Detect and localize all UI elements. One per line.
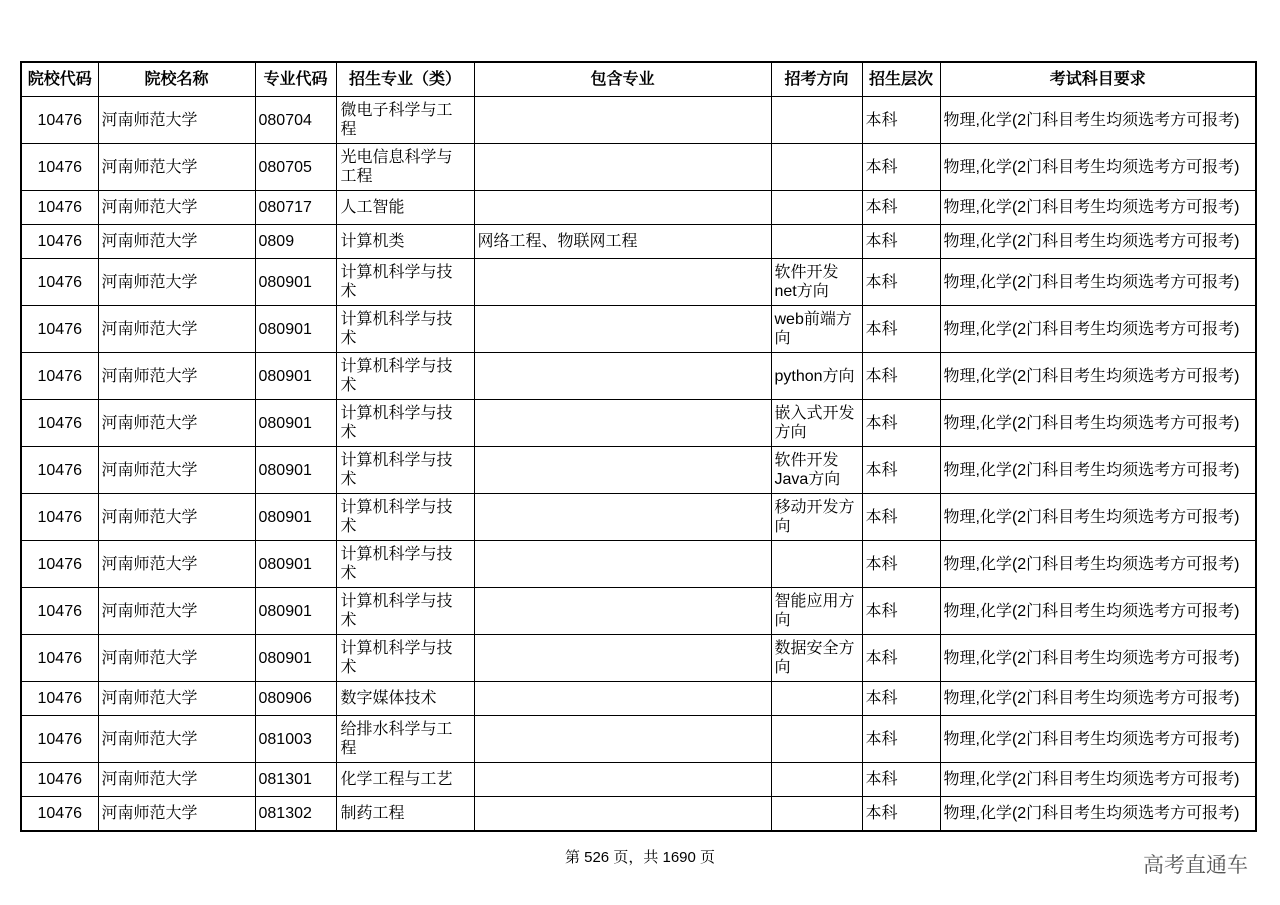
exam-requirement-cell: 物理,化学(2门科目考生均须选考方可报考): [940, 259, 1256, 306]
exam-requirement-cell: 物理,化学(2门科目考生均须选考方可报考): [940, 494, 1256, 541]
major-code-cell: 080901: [255, 635, 336, 682]
level-cell: 本科: [862, 306, 940, 353]
major-name-cell: 计算机科学与技术: [336, 447, 474, 494]
school-code-cell: 10476: [21, 97, 98, 144]
school-code-cell: 10476: [21, 716, 98, 763]
school-code-cell: 10476: [21, 259, 98, 306]
header-school-code: 院校代码: [21, 62, 98, 97]
header-included-majors: 包含专业: [474, 62, 771, 97]
school-name-cell: 河南师范大学: [98, 716, 255, 763]
table-row: [21, 716, 1256, 763]
included-majors-cell: [474, 797, 771, 832]
exam-requirement-cell: 物理,化学(2门科目考生均须选考方可报考): [940, 797, 1256, 832]
school-name-cell: 河南师范大学: [98, 225, 255, 259]
exam-requirement-cell: 物理,化学(2门科目考生均须选考方可报考): [940, 763, 1256, 797]
table-row: [21, 400, 1256, 447]
table-row: [21, 763, 1256, 797]
school-name-cell: 河南师范大学: [98, 353, 255, 400]
school-name-cell: 河南师范大学: [98, 797, 255, 832]
direction-cell: web前端方向: [771, 306, 862, 353]
level-cell: 本科: [862, 225, 940, 259]
direction-cell: [771, 191, 862, 225]
level-cell: 本科: [862, 682, 940, 716]
school-name-cell: 河南师范大学: [98, 144, 255, 191]
included-majors-cell: [474, 400, 771, 447]
direction-cell: 软件开发Java方向: [771, 447, 862, 494]
included-majors-cell: [474, 447, 771, 494]
major-name-cell: 计算机科学与技术: [336, 400, 474, 447]
level-cell: 本科: [862, 716, 940, 763]
direction-cell: 嵌入式开发方向: [771, 400, 862, 447]
major-name-cell: 计算机科学与技术: [336, 494, 474, 541]
school-name-cell: 河南师范大学: [98, 541, 255, 588]
school-code-cell: 10476: [21, 306, 98, 353]
level-cell: 本科: [862, 144, 940, 191]
school-name-cell: 河南师范大学: [98, 682, 255, 716]
header-level: 招生层次: [862, 62, 940, 97]
direction-cell: [771, 541, 862, 588]
major-code-cell: 080901: [255, 494, 336, 541]
school-name-cell: 河南师范大学: [98, 635, 255, 682]
school-name-cell: 河南师范大学: [98, 306, 255, 353]
school-code-cell: 10476: [21, 541, 98, 588]
table-row: [21, 191, 1256, 225]
exam-requirement-cell: 物理,化学(2门科目考生均须选考方可报考): [940, 400, 1256, 447]
table-header-row: [21, 62, 1256, 97]
major-code-cell: 081003: [255, 716, 336, 763]
level-cell: 本科: [862, 400, 940, 447]
major-name-cell: 光电信息科学与工程: [336, 144, 474, 191]
included-majors-cell: [474, 494, 771, 541]
major-name-cell: 计算机科学与技术: [336, 306, 474, 353]
table-row: [21, 353, 1256, 400]
level-cell: 本科: [862, 259, 940, 306]
table-body: [21, 97, 1256, 832]
major-code-cell: 081302: [255, 797, 336, 832]
major-name-cell: 计算机类: [336, 225, 474, 259]
table-row: [21, 144, 1256, 191]
direction-cell: 数据安全方向: [771, 635, 862, 682]
included-majors-cell: [474, 97, 771, 144]
school-code-cell: 10476: [21, 225, 98, 259]
exam-requirement-cell: 物理,化学(2门科目考生均须选考方可报考): [940, 716, 1256, 763]
school-code-cell: 10476: [21, 682, 98, 716]
admission-table: [20, 61, 1257, 832]
exam-requirement-cell: 物理,化学(2门科目考生均须选考方可报考): [940, 353, 1256, 400]
exam-requirement-cell: 物理,化学(2门科目考生均须选考方可报考): [940, 191, 1256, 225]
direction-cell: [771, 716, 862, 763]
header-major-code: 专业代码: [255, 62, 336, 97]
page-number-footer: 第 526 页，共 1690 页: [564, 849, 716, 866]
major-name-cell: 计算机科学与技术: [336, 259, 474, 306]
table-row: [21, 306, 1256, 353]
major-code-cell: 080901: [255, 306, 336, 353]
included-majors-cell: [474, 306, 771, 353]
table-row: [21, 259, 1256, 306]
major-code-cell: 080717: [255, 191, 336, 225]
major-name-cell: 计算机科学与技术: [336, 635, 474, 682]
table-row: [21, 682, 1256, 716]
level-cell: 本科: [862, 97, 940, 144]
major-name-cell: 制药工程: [336, 797, 474, 832]
table-row: [21, 797, 1256, 832]
watermark-text: 高考直通车: [1143, 854, 1248, 877]
direction-cell: [771, 763, 862, 797]
school-name-cell: 河南师范大学: [98, 447, 255, 494]
major-name-cell: 人工智能: [336, 191, 474, 225]
exam-requirement-cell: 物理,化学(2门科目考生均须选考方可报考): [940, 635, 1256, 682]
table-row: [21, 225, 1256, 259]
school-code-cell: 10476: [21, 191, 98, 225]
major-name-cell: 微电子科学与工程: [336, 97, 474, 144]
table-row: [21, 447, 1256, 494]
level-cell: 本科: [862, 541, 940, 588]
school-code-cell: 10476: [21, 763, 98, 797]
major-name-cell: 给排水科学与工程: [336, 716, 474, 763]
direction-cell: 软件开发net方向: [771, 259, 862, 306]
major-code-cell: 080901: [255, 588, 336, 635]
major-code-cell: 080906: [255, 682, 336, 716]
included-majors-cell: [474, 541, 771, 588]
school-code-cell: 10476: [21, 400, 98, 447]
major-code-cell: 080901: [255, 447, 336, 494]
major-code-cell: 0809: [255, 225, 336, 259]
included-majors-cell: [474, 191, 771, 225]
major-code-cell: 080901: [255, 400, 336, 447]
direction-cell: 移动开发方向: [771, 494, 862, 541]
exam-requirement-cell: 物理,化学(2门科目考生均须选考方可报考): [940, 225, 1256, 259]
level-cell: 本科: [862, 447, 940, 494]
direction-cell: [771, 97, 862, 144]
school-name-cell: 河南师范大学: [98, 588, 255, 635]
school-name-cell: 河南师范大学: [98, 97, 255, 144]
major-code-cell: 080705: [255, 144, 336, 191]
included-majors-cell: [474, 763, 771, 797]
included-majors-cell: [474, 353, 771, 400]
school-name-cell: 河南师范大学: [98, 191, 255, 225]
major-code-cell: 080704: [255, 97, 336, 144]
included-majors-cell: [474, 259, 771, 306]
table-row: [21, 97, 1256, 144]
direction-cell: [771, 797, 862, 832]
major-code-cell: 080901: [255, 259, 336, 306]
exam-requirement-cell: 物理,化学(2门科目考生均须选考方可报考): [940, 682, 1256, 716]
header-direction: 招考方向: [771, 62, 862, 97]
exam-requirement-cell: 物理,化学(2门科目考生均须选考方可报考): [940, 306, 1256, 353]
included-majors-cell: [474, 716, 771, 763]
table-row: [21, 541, 1256, 588]
major-name-cell: 数字媒体技术: [336, 682, 474, 716]
header-school-name: 院校名称: [98, 62, 255, 97]
direction-cell: python方向: [771, 353, 862, 400]
header-major: 招生专业（类）: [336, 62, 474, 97]
major-code-cell: 080901: [255, 541, 336, 588]
included-majors-cell: [474, 635, 771, 682]
school-name-cell: 河南师范大学: [98, 763, 255, 797]
table-row: [21, 494, 1256, 541]
level-cell: 本科: [862, 353, 940, 400]
exam-requirement-cell: 物理,化学(2门科目考生均须选考方可报考): [940, 144, 1256, 191]
major-code-cell: 080901: [255, 353, 336, 400]
direction-cell: [771, 144, 862, 191]
school-code-cell: 10476: [21, 144, 98, 191]
major-name-cell: 计算机科学与技术: [336, 588, 474, 635]
included-majors-cell: [474, 144, 771, 191]
school-code-cell: 10476: [21, 494, 98, 541]
major-name-cell: 化学工程与工艺: [336, 763, 474, 797]
exam-requirement-cell: 物理,化学(2门科目考生均须选考方可报考): [940, 588, 1256, 635]
exam-requirement-cell: 物理,化学(2门科目考生均须选考方可报考): [940, 447, 1256, 494]
school-code-cell: 10476: [21, 353, 98, 400]
level-cell: 本科: [862, 191, 940, 225]
level-cell: 本科: [862, 797, 940, 832]
direction-cell: [771, 225, 862, 259]
direction-cell: [771, 682, 862, 716]
level-cell: 本科: [862, 635, 940, 682]
level-cell: 本科: [862, 588, 940, 635]
major-name-cell: 计算机科学与技术: [336, 541, 474, 588]
included-majors-cell: [474, 588, 771, 635]
school-name-cell: 河南师范大学: [98, 494, 255, 541]
school-code-cell: 10476: [21, 635, 98, 682]
exam-requirement-cell: 物理,化学(2门科目考生均须选考方可报考): [940, 97, 1256, 144]
level-cell: 本科: [862, 494, 940, 541]
included-majors-cell: 网络工程、物联网工程: [474, 225, 771, 259]
included-majors-cell: [474, 682, 771, 716]
header-exam-requirement: 考试科目要求: [940, 62, 1256, 97]
major-code-cell: 081301: [255, 763, 336, 797]
major-name-cell: 计算机科学与技术: [336, 353, 474, 400]
school-code-cell: 10476: [21, 797, 98, 832]
school-name-cell: 河南师范大学: [98, 259, 255, 306]
level-cell: 本科: [862, 763, 940, 797]
direction-cell: 智能应用方向: [771, 588, 862, 635]
school-code-cell: 10476: [21, 447, 98, 494]
table-row: [21, 635, 1256, 682]
school-code-cell: 10476: [21, 588, 98, 635]
table-row: [21, 588, 1256, 635]
exam-requirement-cell: 物理,化学(2门科目考生均须选考方可报考): [940, 541, 1256, 588]
school-name-cell: 河南师范大学: [98, 400, 255, 447]
